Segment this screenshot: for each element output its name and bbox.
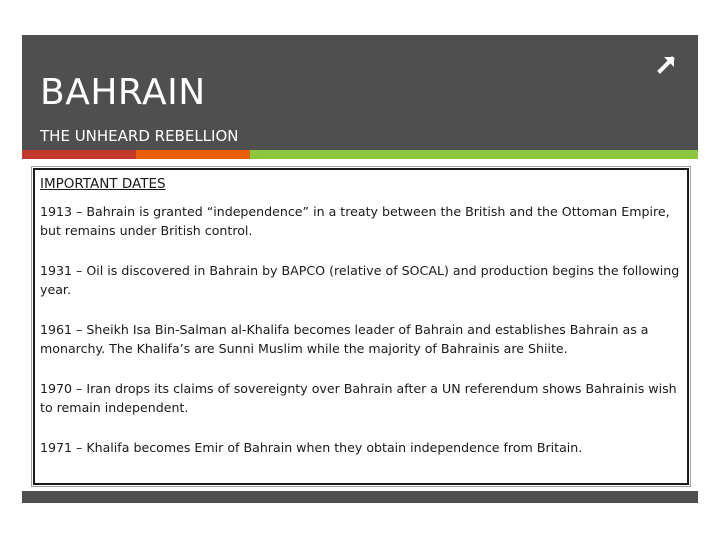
accent-bar-green [250, 150, 698, 159]
content-box [33, 168, 689, 485]
date-entry-1913: 1913 – Bahrain is granted “independence” in a treaty between the British and the Ottoman Empire, but remains under British control. [40, 204, 670, 238]
date-entry-1970: 1970 – Iran drops its claims of sovereignty over Bahrain after a UN referendum shows Bahrainis wish to remain independent. [40, 381, 677, 415]
accent-bar-red [22, 150, 136, 159]
date-entry-1971: 1971 – Khalifa becomes Emir of Bahrain when they obtain independence from Britain. [40, 440, 583, 455]
slide-subtitle: THE UNHEARD REBELLION [40, 127, 239, 145]
arrow-icon [656, 53, 678, 75]
content-text [40, 175, 682, 457]
footer-bar [22, 491, 698, 503]
section-heading: IMPORTANT DATES [40, 176, 166, 192]
accent-bar-orange [136, 150, 250, 159]
slide-title: BAHRAIN [40, 72, 206, 113]
header-banner [22, 35, 698, 150]
date-entry-1961: 1961 – Sheikh Isa Bin-Salman al-Khalifa becomes leader of Bahrain and establishes Bahrain as a monarchy. The Khalifa’s are Sunni Muslim while the majority of Bahrainis are Shiite. [40, 322, 649, 356]
accent-color-bar [22, 150, 698, 159]
date-entry-1931: 1931 – Oil is discovered in Bahrain by BAPCO (relative of SOCAL) and production begins the following year. [40, 263, 680, 297]
